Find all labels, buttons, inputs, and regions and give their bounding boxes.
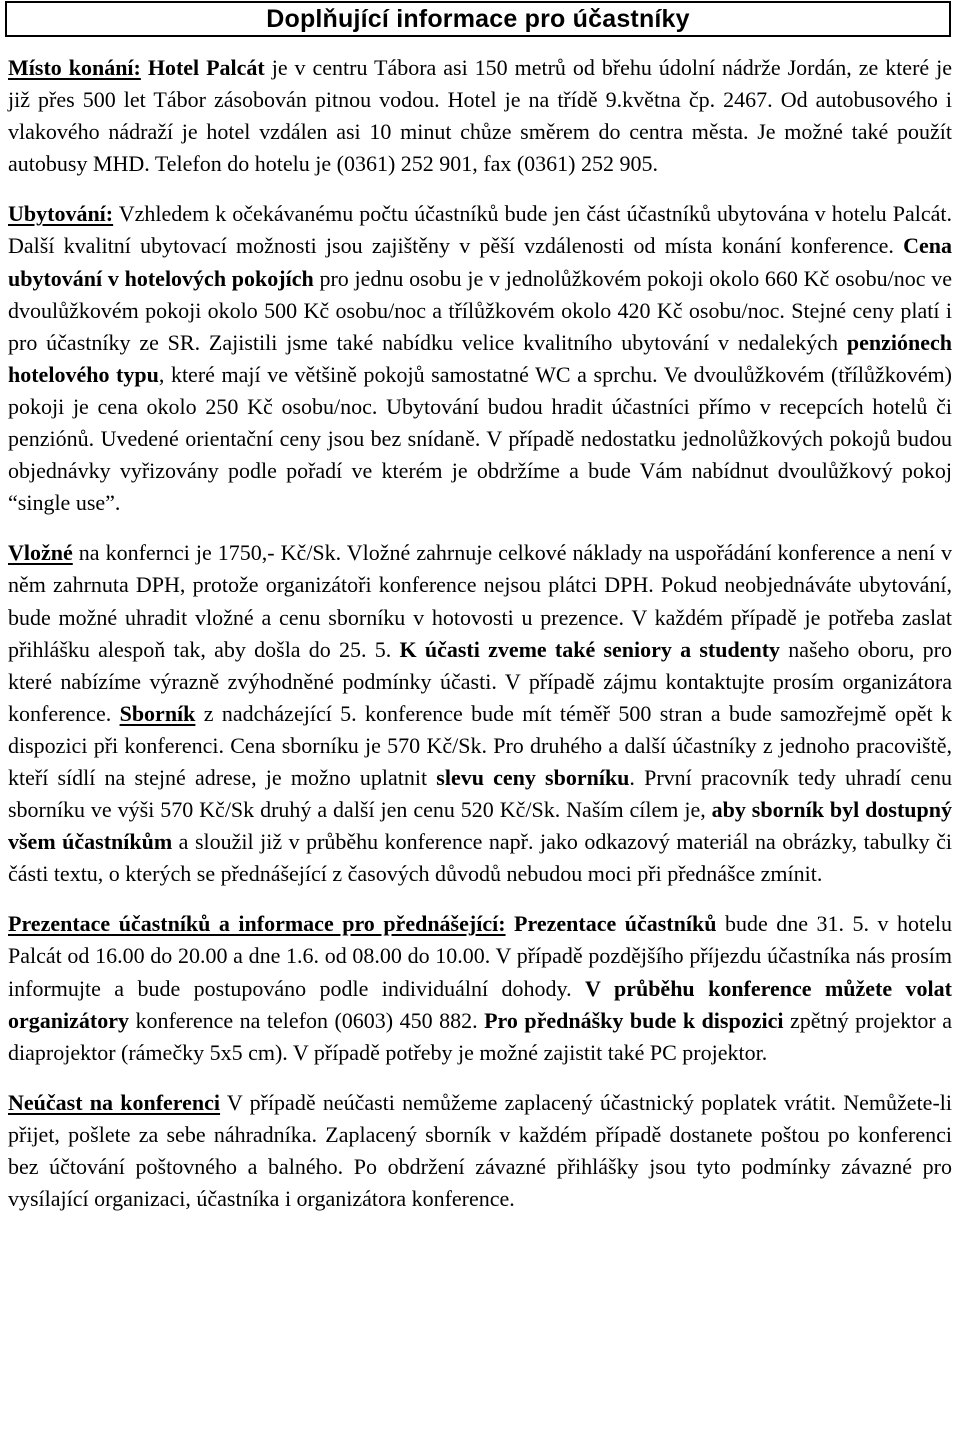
body-text: je v centru Tábora asi 150 metrů od břehu údolní nádrže Jordán, ze které je již přes 500 let Tábor zásobován pitnou vodou. Hotel je na třídě 9.května čp. 2467. Od autobusového i vlakového nádraží je hotel vzdálen asi 10 minut chůze směrem do centra města. Je možné také použít autobusy MHD. Telefon do hotelu je (0361) 252 901, fax (0361) 252 905. [8,55,952,177]
section-heading: Sborník [119,700,196,726]
section-heading: Ubytování: [8,201,114,227]
document-body [8,52,952,1215]
section-heading: Neúčast na konferenci [8,1089,221,1115]
section-registration [8,908,952,1068]
emphasis-text: Pro přednášky bude k dispozici [484,1007,784,1033]
body-text [506,911,515,936]
body-text: pro jednu osobu je v jednolůžkovém pokoji okolo 660 Kč osobu/noc ve dvoulůžkovém pokoji okolo 500 Kč osobu/noc a třílůžkovém okolo 420 Kč osobu/noc. Stejné ceny platí i pro účastníky ze SR. Zajistili jsme také nabídku velice kvalitního ubytování v nedalekých [8,265,952,355]
body-text: z nadcházející 5. konference bude mít téměř 500 stran a bude samozřejmě opět k dispozici při konferenci. Cena sborníku je 570 Kč/Sk. Pro druhého a další účastníky z jednoho pracoviště, kteří sídlí na stejné adrese, je možno uplatnit [8,700,952,790]
emphasis-text: aby sborník byl dostupný všem účastníkům [8,797,952,855]
section-accommodation [8,198,952,519]
body-text: . První pracovník tedy uhradí cenu sborníku ve výši 570 Kč/Sk druhý a další jen cenu 520 Kč/Sk. Naším cílem je, [8,764,952,823]
emphasis-text: Prezentace účastníků [514,911,717,937]
section-fee [8,537,952,890]
body-text: zpětný projektor a diaprojektor (rámečky 5x5 cm). V případě potřeby je možné zajistit také PC projektor. [8,1007,952,1065]
emphasis-text: slevu ceny sborníku [436,764,630,790]
body-text: na konfernci je 1750,- Kč/Sk. Vložné zahrnuje celkové náklady na uspořádání konference a není v něm zahrnuta DPH, protože organizátoři konference nejsou plátci DPH. Pokud neobjednáváte ubytování, bude možné uhradit vložné a cenu sborníku v hotovosti u prezence. V každém případě je potřeba zaslat přihlášku alespoň tak, aby došla do 25. 5. [8,540,952,662]
section-heading: Místo konání: [8,55,141,80]
body-text: Vzhledem k očekávanému počtu účastníků bude jen část účastníků ubytována v hotelu Palcát. Další kvalitní ubytovací možnosti jsou zajištěny v pěší vzdálenosti od místa konání konference. [8,201,952,259]
body-text: , které mají ve většině pokojů samostatné WC a sprchu. Ve dvoulůžkovém (třílůžkovém) pokoji je cena okolo 250 Kč osobu/noc. Ubytování budou hradit účastníci přímo v recepcích hotelů či penziónů. Uvedené orientační ceny jsou bez snídaně. V případě nedostatku jednolůžkových pokojů budou objednávky vyřizovány podle pořadí ve kterém je obdržíme a bude Vám nabídnut dvoulůžkový pokoj “single use”. [8,361,952,516]
page-title: Doplňující informace pro účastníky [5,1,951,37]
body-text: a sloužil již v průběhu konference např. jako odkazový materiál na obrázky, tabulky či části textu, o kterých se přednášející z časových důvodů nebudou moci při přednášce zmínit. [8,829,953,887]
emphasis-text: Cena ubytování v hotelových pokojích [8,233,952,291]
emphasis-text: K účasti zveme také seniory a studenty [399,636,781,662]
body-text: V případě neúčasti nemůžeme zaplacený účastnický poplatek vrátit. Nemůžete-li přijet, pošlete za sebe náhradníka. Zaplacený sborník v každém případě dostanete poštou po konferenci bez účtování poštovného a balného. Po obdržení závazné přihlášky jsou tyto podmínky závazné pro vysílající organizaci, účastníka i organizátora konference. [8,1089,953,1212]
section-heading: Vložné [8,540,73,566]
section-absence [8,1087,952,1215]
emphasis-text: V průběhu konference můžete volat organizátory [8,975,952,1033]
section-heading: Prezentace účastníků a informace pro přednášející: [8,911,506,937]
section-venue [8,52,952,180]
emphasis-text: penziónech hotelového typu [8,329,952,387]
emphasis-text: Hotel Palcát [140,55,265,80]
body-text: našeho oboru, pro které nabízíme výrazně zvýhodněné podmínky účasti. V případě zájmu kontaktujte prosím organizátora konference. [8,636,952,726]
body-text: bude dne 31. 5. v hotelu Palcát od 16.00 do 20.00 a dne 1.6. od 08.00 do 10.00. V případě pozdějšího příjezdu účastníka nás prosím informujte a bude postupováno podle individuální dohody. [8,911,953,1001]
body-text: konference na telefon (0603) 450 882. [128,1007,485,1033]
